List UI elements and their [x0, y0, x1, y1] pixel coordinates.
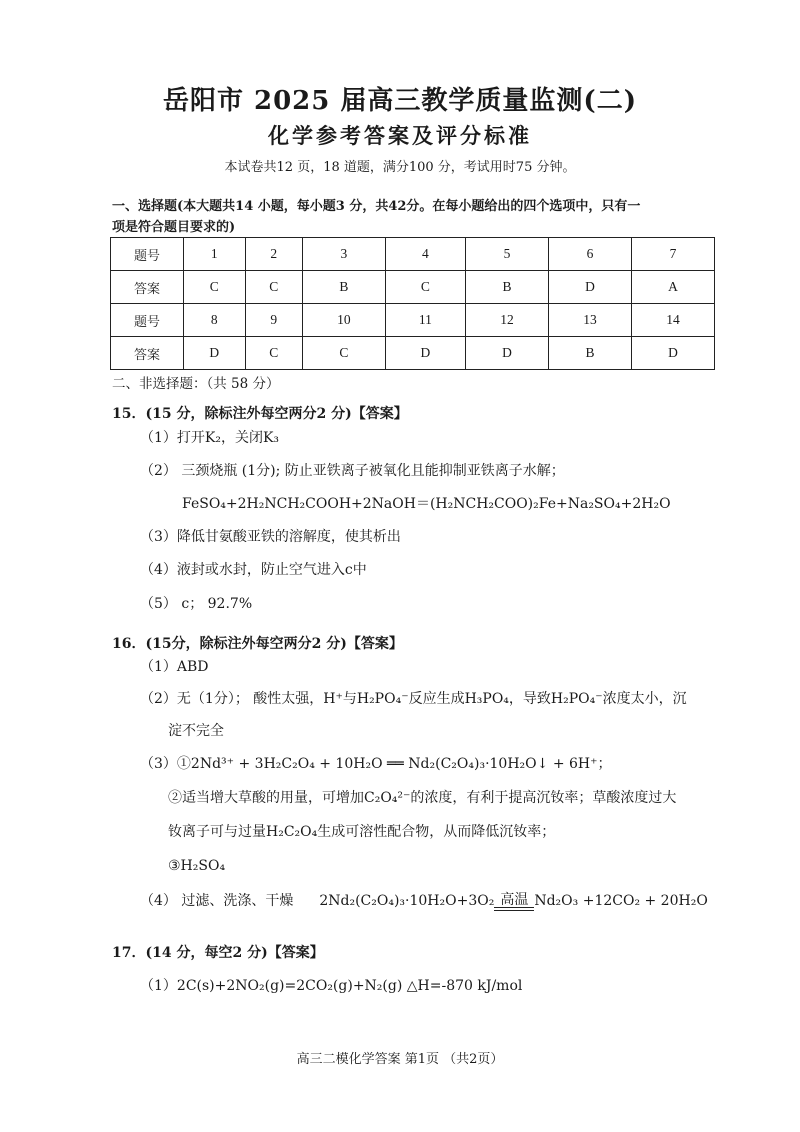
q16-answer-1: （1）ABD — [140, 659, 209, 675]
reaction-condition-label: 高温 — [500, 892, 529, 908]
section1-heading-line2: 项是符合题目要求的) — [112, 220, 236, 235]
q15-answer-1: （1）打开K₂，关闭K₃ — [140, 430, 280, 446]
row-label: 题号 — [111, 304, 184, 337]
table-cell: C — [385, 271, 465, 304]
q16-answer-3-line3: 钕离子可与过量H₂C₂O₄生成可溶性配合物，从而降低沉钕率； — [168, 824, 556, 840]
table-cell: 11 — [385, 304, 465, 337]
table-cell: 3 — [302, 238, 385, 271]
page-subtitle: 化学参考答案及评分标准 — [268, 123, 532, 148]
table-cell: C — [245, 271, 302, 304]
table-cell: 1 — [184, 238, 246, 271]
q15-heading: 15．(15 分，除标注外每空两分2 分)【答案】 — [112, 406, 408, 422]
table-row — [111, 304, 715, 337]
table-cell: 2 — [245, 238, 302, 271]
q16-answer-2-line2: 淀不完全 — [168, 723, 224, 739]
section2-heading: 二、非选择题：（共 58 分） — [112, 376, 280, 392]
reaction-condition-arrow — [494, 893, 534, 916]
table-row — [111, 271, 715, 304]
q15-answer-2-equation: FeSO₄+2H₂NCH₂COOH+2NaOH＝(H₂NCH₂COO)₂Fe+Na₂SO₄+2H₂O — [182, 496, 671, 512]
table-cell: 13 — [548, 304, 631, 337]
q17-heading: 17．(14 分，每空2 分)【答案】 — [112, 945, 324, 961]
section1-heading — [112, 196, 712, 238]
page-title: 岳阳市 2025 届高三教学质量监测(二) — [162, 86, 638, 116]
q16-answer-2-line1: （2）无（1分）； 酸性太强，H⁺与H₂PO₄⁻反应生成H₃PO₄，导致H₂PO₄⁻浓度太小，沉 — [140, 691, 687, 707]
q15-answer-4: （4）液封或水封，防止空气进入c中 — [140, 562, 367, 578]
table-row — [111, 238, 715, 271]
row-label: 答案 — [111, 337, 184, 370]
table-cell: 12 — [465, 304, 548, 337]
q16-heading: 16．(15分，除标注外每空两分2 分)【答案】 — [112, 636, 403, 652]
table-cell: D — [465, 337, 548, 370]
table-cell: 7 — [631, 238, 714, 271]
row-label: 题号 — [111, 238, 184, 271]
q16-answer-4-prefix: （4） 过滤、洗涤、干燥 — [140, 893, 294, 909]
table-cell: D — [631, 337, 714, 370]
table-cell: B — [302, 271, 385, 304]
table-cell: 8 — [184, 304, 246, 337]
table-cell: C — [245, 337, 302, 370]
q15-answer-5: （5） c； 92.7% — [140, 596, 253, 612]
exam-note: 本试卷共12 页，18 道题，满分100 分，考试用时75 分钟。 — [224, 160, 576, 175]
q16-answer-4-products: Nd₂O₃ +12CO₂ + 20H₂O — [534, 893, 708, 909]
q15-answer-2: （2） 三颈烧瓶 (1分); 防止亚铁离子被氧化且能抑制亚铁离子水解； — [140, 463, 565, 479]
table-cell: 9 — [245, 304, 302, 337]
q16-answer-4 — [140, 880, 708, 916]
q15-answer-3: （3）降低甘氨酸亚铁的溶解度，使其析出 — [140, 529, 401, 545]
table-cell: 14 — [631, 304, 714, 337]
table-cell: D — [385, 337, 465, 370]
q16-answer-4-reactants: 2Nd₂(C₂O₄)₃·10H₂O+3O₂ — [319, 893, 495, 909]
table-cell: 6 — [548, 238, 631, 271]
answer-table — [110, 237, 715, 370]
q16-answer-3-line4: ③H₂SO₄ — [168, 858, 226, 874]
table-row — [111, 337, 715, 370]
q17-answer-1: （1）2C(s)+2NO₂(g)=2CO₂(g)+N₂(g) △H=-870 kJ/mol — [140, 978, 523, 994]
page-footer: 高三二模化学答案 第1页 （共2页） — [296, 1052, 504, 1067]
row-label: 答案 — [111, 271, 184, 304]
q16-answer-3-line1: （3）①2Nd³⁺ + 3H₂C₂O₄ + 10H₂O ══ Nd₂(C₂O₄)₃·10H₂O↓ + 6H⁺； — [140, 756, 612, 772]
table-cell: B — [465, 271, 548, 304]
table-cell: D — [184, 337, 246, 370]
section1-heading-line1: 一、选择题(本大题共14 小题，每小题3 分，共42分。在每小题给出的四个选项中，只有一 — [112, 199, 641, 214]
table-cell: 10 — [302, 304, 385, 337]
table-cell: 4 — [385, 238, 465, 271]
table-cell: C — [184, 271, 246, 304]
table-cell: A — [631, 271, 714, 304]
table-cell: B — [548, 337, 631, 370]
table-cell: D — [548, 271, 631, 304]
q16-answer-3-line2: ②适当增大草酸的用量，可增加C₂O₄²⁻的浓度，有利于提高沉钕率；草酸浓度过大 — [168, 790, 677, 806]
table-cell: C — [302, 337, 385, 370]
table-cell: 5 — [465, 238, 548, 271]
